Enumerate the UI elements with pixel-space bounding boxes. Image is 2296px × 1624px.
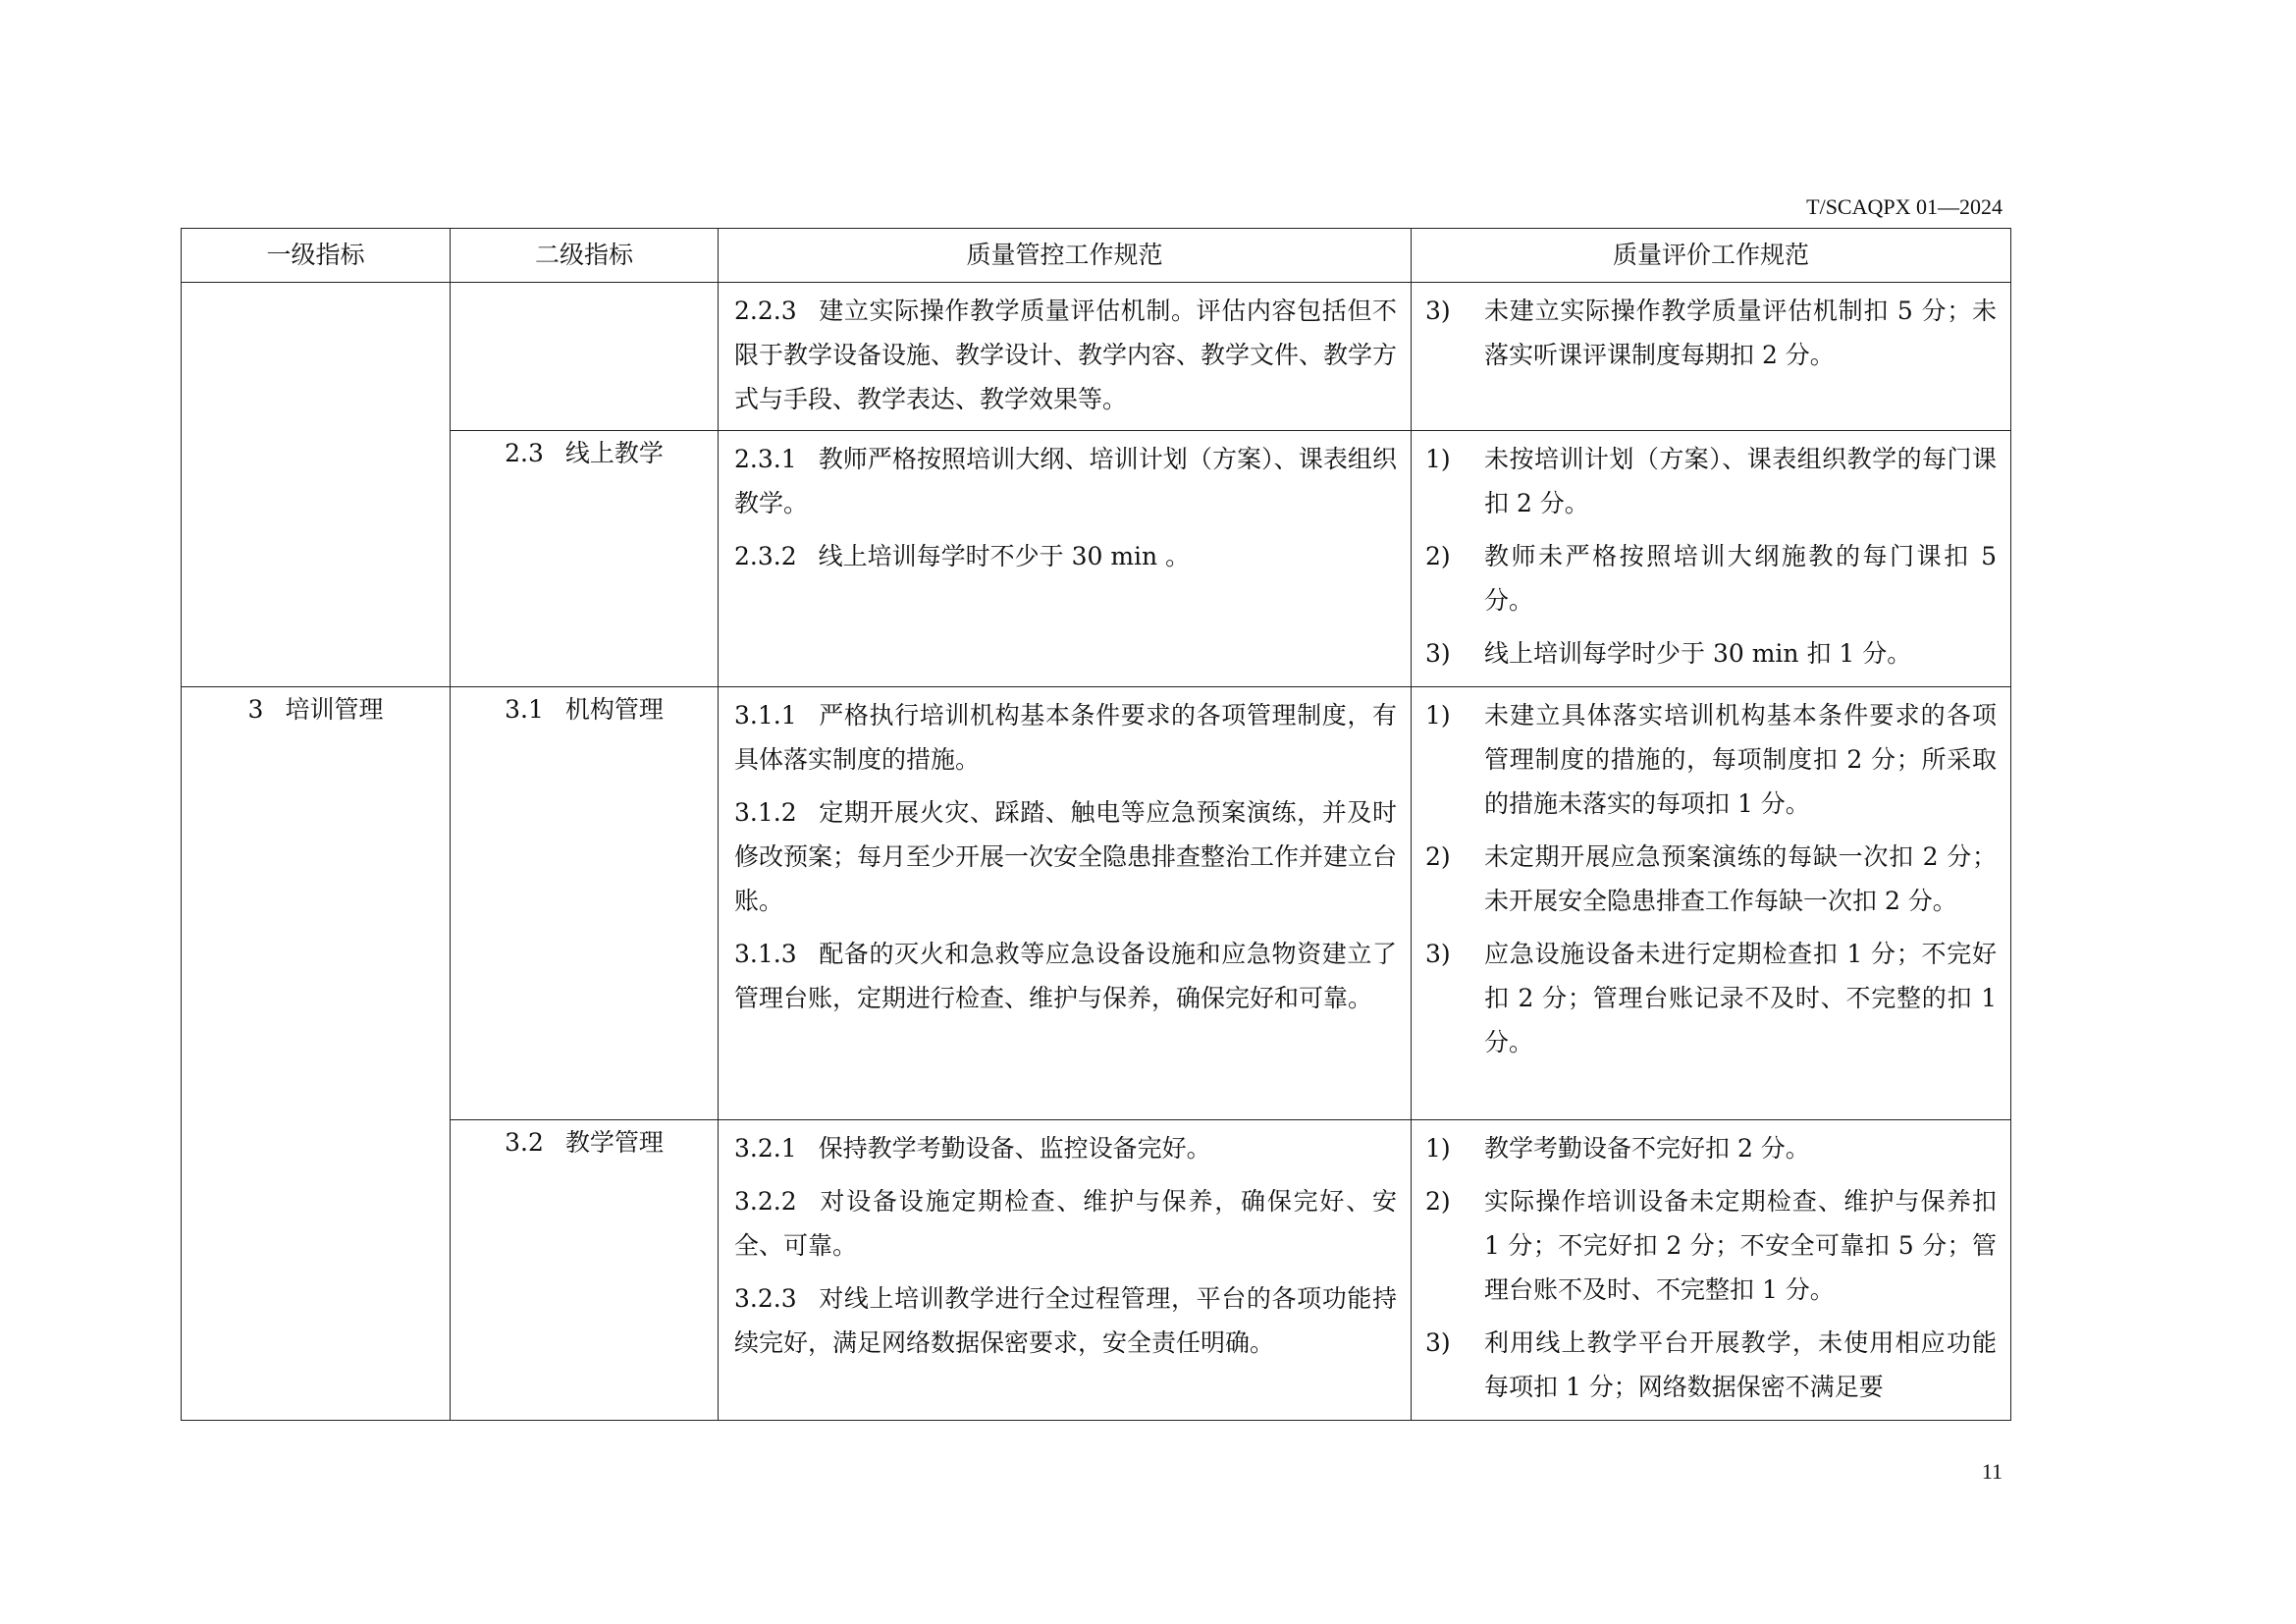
control-clause: 3.1.2 定期开展火灾、踩踏、触电等应急预案演练，并及时修改预案；每月至少开展一次安全隐患排查整治工作并建立台账。 [734,798,1398,915]
control-clause: 3.2.2 对设备设施定期检查、维护与保养，确保完好、安全、可靠。 [734,1187,1397,1260]
standard-code: T/SCAQPX 01—2024 [1806,194,2002,219]
control-clause: 3.2.3 对线上培训教学进行全过程管理，平台的各项功能持续完好，满足网络数据保密要求，安全责任明确。 [734,1284,1397,1357]
level2-cell: 2.3 线上教学 [451,431,719,687]
evaluation-item: 2) 未定期开展应急预案演练的每缺一次扣 2 分；未开展安全隐患排查工作每缺一次扣 2 分。 [1425,842,1997,915]
table-row [182,1120,2011,1421]
evaluation-item: 2) 教师未严格按照培训大纲施教的每门课扣 5 分。 [1425,542,1997,615]
evaluation-item: 1) 未建立具体落实培训机构基本条件要求的各项管理制度的措施的，每项制度扣 2 分；所采取的措施未落实的每项扣 1 分。 [1425,701,1997,818]
level2-cell: 3.1 机构管理 [451,687,719,1120]
control-cell [719,687,1412,1120]
evaluation-item: 1) 未按培训计划（方案）、课表组织教学的每门课扣 2 分。 [1425,445,1997,517]
evaluation-item: 2) 实际操作培训设备未定期检查、维护与保养扣 1 分；不完好扣 2 分；不安全可靠扣 5 分；管理台账不及时、不完整扣 1 分。 [1425,1187,1997,1304]
control-clause: 3.1.3 配备的灭火和急救等应急设备设施和应急物资建立了管理台账，定期进行检查、维护与保养，确保完好和可靠。 [734,940,1397,1012]
table-row [182,687,2011,1120]
evaluation-cell [1412,283,2011,431]
column-header: 质量管控工作规范 [719,229,1412,283]
evaluation-item: 3) 线上培训每学时少于 30 min 扣 1 分。 [1425,639,1912,668]
evaluation-item: 3) 应急设施设备未进行定期检查扣 1 分；不完好扣 2 分；管理台账记录不及时、不完整的扣 1 分。 [1425,940,1997,1056]
evaluation-item: 1) 教学考勤设备不完好扣 2 分。 [1425,1134,1810,1163]
evaluation-item: 3) 未建立实际操作教学质量评估机制扣 5 分；未落实听课评课制度每期扣 2 分。 [1425,297,1997,369]
control-clause: 2.3.2 线上培训每学时不少于 30 min 。 [734,542,1191,570]
control-cell [719,283,1412,431]
control-clause: 2.3.1 教师严格按照培训大纲、培训计划（方案）、课表组织教学。 [734,445,1397,517]
control-clause: 3.1.1 严格执行培训机构基本条件要求的各项管理制度，有具体落实制度的措施。 [734,701,1397,774]
table-row [182,283,2011,431]
level2-cell: 3.2 教学管理 [451,1120,719,1421]
evaluation-cell [1412,431,2011,687]
evaluation-cell [1412,687,2011,1120]
column-header: 一级指标 [182,229,451,283]
control-cell [719,431,1412,687]
control-cell [719,1120,1412,1421]
page-number: 11 [1981,1459,2002,1484]
level1-cell: 3 培训管理 [182,687,451,1421]
quality-spec-table [181,228,2011,1421]
level2-cell-empty [451,283,719,431]
control-clause: 2.2.3 建立实际操作教学质量评估机制。评估内容包括但不限于教学设备设施、教学设计、教学内容、教学文件、教学方式与手段、教学表达、教学效果等。 [734,297,1398,413]
level1-cell-empty [182,283,451,687]
table-header-row [182,229,2011,283]
column-header: 质量评价工作规范 [1412,229,2011,283]
column-header: 二级指标 [451,229,719,283]
evaluation-cell [1412,1120,2011,1421]
table-row [182,431,2011,687]
evaluation-item: 3) 利用线上教学平台开展教学，未使用相应功能每项扣 1 分；网络数据保密不满足要 [1425,1328,1997,1401]
control-clause: 3.2.1 保持教学考勤设备、监控设备完好。 [734,1134,1211,1163]
